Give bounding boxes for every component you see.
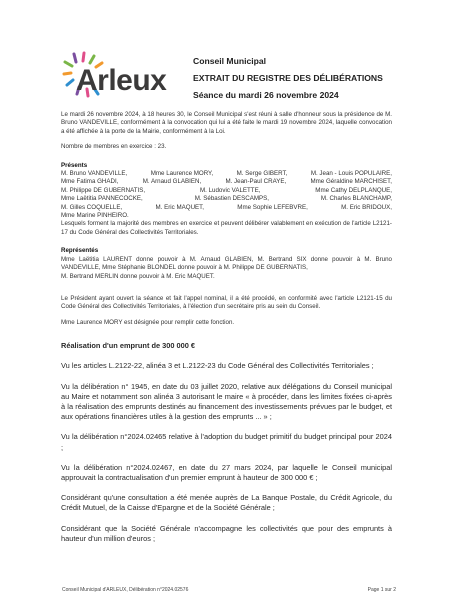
intro-paragraph: Le mardi 26 novembre 2024, à 18 heures 30, le Conseil Municipal s'est réuni à salle d'honneur sous la présidence de M. Bruno VANDEVILLE, conformément à la convocation qui lui a été faite le mardi 19 novembre 2024, laquelle convocation a été affichée à la porte de la Mairie, conformément à la Loi. [61, 111, 392, 135]
present-name: Mme Cathy DELPLANQUE, [315, 186, 392, 194]
page-footer [62, 587, 396, 593]
present-name: M. Jean-Paul CRAYE, [225, 178, 287, 186]
secretary-paragraph: Mme Laurence MORY est désignée pour remplir cette fonction. [61, 318, 235, 326]
present-name: Mme Sophie LEFEBVRE, [237, 203, 308, 211]
present-name: M. Charles BLANCHAMP, [320, 195, 392, 203]
presents-row [61, 204, 392, 212]
representes-line: Mme Laëtitia LAURENT donne pouvoir à M. Arnaud GLABIEN, M. Bertrand SIX donne pouvoir à M. Bruno VANDEVILLE, Mme Stéphanie BLONDEL donne pouvoir à M. Philippe DE GUBERNATIS, [61, 255, 392, 272]
representes-heading: Représentés [61, 247, 99, 255]
present-name: Mme Géraldine MARCHISET, [310, 178, 392, 186]
present-name: M. Ludovic VALETTE, [200, 186, 261, 194]
members-count: Nombre de membres en exercice : 23. [61, 143, 167, 151]
present-name: M. Gilles COQUELLE, [61, 203, 123, 211]
present-name: M. Jean - Louis POPULAIRE, [310, 170, 392, 178]
session-date: Séance du mardi 26 novembre 2024 [193, 90, 339, 100]
footer-reference: Conseil Municipal d'ARLEUX, Délibération n°2024.02576 [62, 587, 189, 593]
present-name: M. Arnaud GLABIEN, [142, 178, 202, 186]
present-name: M. Bruno VANDEVILLE, [61, 170, 128, 178]
president-paragraph: Le Président ayant ouvert la séance et fait l'appel nominal, il a été procédé, en conformité avec l'article L2121-15 du Code Général des Collectivités Territoriales, à l'élection d'un secrétaire pris au sein du Conseil. [61, 294, 392, 311]
deliberation-paragraph: Vu la délibération n°2024.02465 relative à l'adoption du budget primitif du budget principal pour 2024 ; [61, 432, 392, 452]
present-name: M. Eric BRIDOUX, [341, 203, 392, 211]
present-name: M. Eric MAQUET, [155, 203, 204, 211]
deliberation-paragraph: Considérant que la Société Générale n'accompagne les collectivités que pour des emprunts à hauteur d'un million d'euros ; [61, 523, 392, 543]
presents-row [61, 195, 392, 203]
document-body [61, 111, 392, 544]
present-name: M. Serge GIBERT, [236, 170, 288, 178]
presents-list [61, 170, 392, 220]
council-title: Conseil Municipal [193, 56, 267, 66]
representes-line: M. Bertrand MERLIN donne pouvoir à M. Eric MAQUET. [61, 272, 215, 280]
present-name: Mme Fatima GHADI, [61, 178, 119, 186]
presents-row [61, 178, 392, 186]
deliberation-paragraph: Vu les articles L.2122-22, alinéa 3 et L.2122-23 du Code Général des Collectivités Territoriales ; [61, 361, 374, 371]
deliberation-paragraph: Vu la délibération n° 1945, en date du 03 juillet 2020, relative aux délégations du Conseil municipal au Maire et notamment son alinéa 3 autorisant le maire « à procéder, dans les limites fixées ci-après à la réalisation des emprunts destinés au financement des investissements prévues par le budget, et aux opérations financières utiles à la gestion des emprunts ... » ; [61, 381, 392, 422]
present-name: Mme Laëtitia PANNECOCKE, [61, 195, 143, 203]
presents-row [61, 170, 392, 178]
presents-row [61, 187, 392, 195]
deliberation-paragraph: Considérant qu'une consultation a été menée auprès de La Banque Postale, du Crédit Agricole, du Crédit Mutuel, de la Caisse d'Epargne et de la Société Générale ; [61, 493, 392, 513]
deliberation-title: Réalisation d'un emprunt de 300 000 € [61, 341, 196, 351]
presents-row [61, 212, 392, 220]
present-name: M. Sébastien DESCAMPS, [194, 195, 269, 203]
deliberation-paragraph: Vu la délibération n°2024.02467, en date du 27 mars 2024, par laquelle le Conseil municipal approuvait la contractualisation d'un premier emprunt à hauteur de 300 000 € ; [61, 462, 392, 482]
arleux-logo [62, 50, 172, 110]
page-number: Page 1 sur 2 [367, 587, 396, 593]
register-title: EXTRAIT DU REGISTRE DES DÉLIBÉRATIONS [193, 73, 383, 83]
present-name: Mme Laurence MORY, [150, 170, 214, 178]
present-name: Mme Marine PINHEIRO. [61, 212, 129, 220]
document-header [193, 56, 423, 100]
presents-heading: Présents [61, 161, 88, 169]
present-name: M. Philippe DE GUBERNATIS, [61, 186, 146, 194]
quorum-note: Lesquels forment la majorité des membres en exercice et peuvent délibérer valablement en exécution de l'article L2121-17 du Code Général des Collectivités Territoriales. [61, 220, 392, 236]
logo-wordmark: Arleux [76, 64, 167, 97]
deliberation-section [61, 341, 392, 544]
